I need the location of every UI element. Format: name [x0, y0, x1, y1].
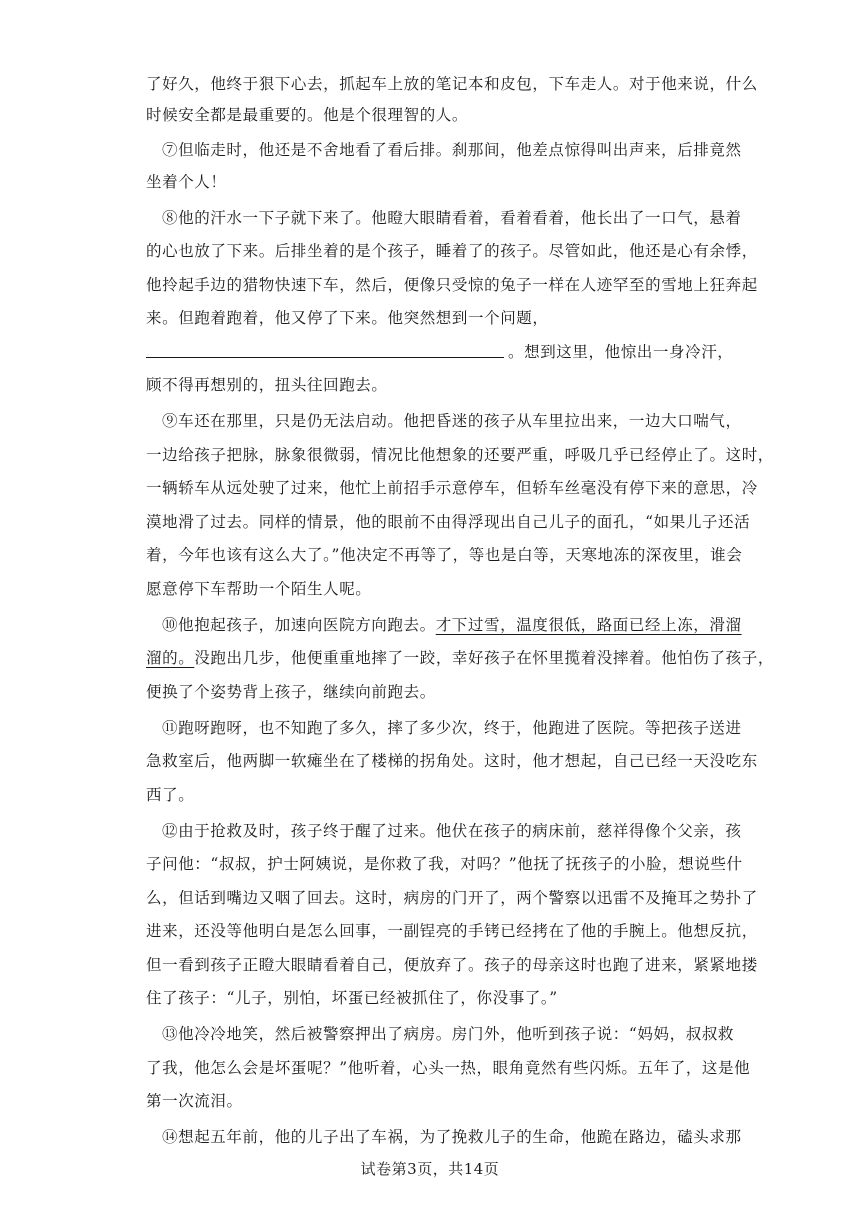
text-line — [146, 647, 774, 669]
underlined-sentence-end: 溜的。 — [146, 649, 195, 667]
page-footer: 试卷第3页，共14页 — [360, 1160, 500, 1178]
text-line: 着，今年也该有这么大了。”他决定不再等了，等也是白等，天寒地冻的深夜里，谁会 — [146, 546, 743, 564]
text-line: 急救室后，他两脚一软瘫坐在了楼梯的拐角处。这时，他才想起，自己已经一天没吃东 — [146, 752, 758, 770]
answer-blank[interactable] — [146, 341, 504, 358]
paragraph-8-start: ⑧他的汗水一下子就下来了。他瞪大眼睛看着，看着看着，他长出了一口气，悬着 — [162, 209, 742, 227]
text-line: 西了。 — [146, 786, 195, 804]
paragraph-12-start: ⑫由于抢救及时，孩子终于醒了过来。他伏在孩子的病床前，慈祥得像个父亲，孩 — [162, 822, 742, 840]
text-segment: 没跑出几步，他便重重地摔了一跤，幸好孩子在怀里揽着没摔着。他怕伤了孩子， — [194, 649, 774, 667]
paragraph-13-start: ⑬他冷冷地笑，然后被警察押出了病房。房门外，他听到孩子说：“妈妈，叔叔救 — [162, 1025, 735, 1043]
text-line: 一辆轿车从远处驶了过来，他忙上前招手示意停车，但轿车丝毫没有停下来的意思，冷 — [146, 479, 758, 497]
text-line: 的心也放了下来。后排坐着的是个孩子，睡着了的孩子。尽管如此，他还是心有余悸， — [146, 242, 758, 260]
text-line: 么，但话到嘴边又咽了回去。这时，病房的门开了，两个警察以迅雷不及掩耳之势扑了 — [146, 889, 758, 907]
text-line: 来。但跑着跑着，他又停了下来。他突然想到一个问题， — [146, 309, 549, 327]
text-line: 第一次流泪。 — [146, 1092, 243, 1110]
paragraph-7-start: ⑦但临走时，他还是不舍地看了看后排。刹那间，他差点惊得叫出声来，后排竟然 — [162, 141, 742, 159]
paragraph-14-start: ⑭想起五年前，他的儿子出了车祸，为了挽救儿子的生命，他跪在路边，磕头求那 — [162, 1128, 742, 1146]
text-after-blank: 。想到这里，他惊出一身冷汗， — [508, 343, 734, 361]
text-line: 顾不得再想别的，扭头往回跑去。 — [146, 376, 388, 394]
paragraph-10-start — [162, 614, 742, 636]
fill-in-blank-line — [146, 341, 734, 363]
paragraph-9-start: ⑨车还在那里，只是仍无法启动。他把昏迷的孩子从车里拉出来，一边大口喘气， — [162, 412, 742, 430]
text-line: 子问他：“叔叔，护士阿姨说，是你救了我，对吗？”他抚了抚孩子的小脸，想说些什 — [146, 855, 743, 873]
text-line: 但一看到孩子正瞪大眼睛看着自己，便放弃了。孩子的母亲这时也跑了进来，紧紧地搂 — [146, 956, 758, 974]
text-line: 愿意停下车帮助一个陌生人呢。 — [146, 580, 372, 598]
text-line: 了我，他怎么会是坏蛋呢？”他听着，心头一热，眼角竟然有些闪烁。五年了，这是他 — [146, 1059, 751, 1077]
text-line: 一边给孩子把脉，脉象很微弱，情况比他想象的还要严重，呼吸几乎已经停止了。这时， — [146, 446, 774, 464]
text-line: 了好久，他终于狠下心去，抓起车上放的笔记本和皮包，下车走人。对于他来说，什么 — [146, 75, 758, 93]
text-line: 坐着个人！ — [146, 173, 227, 191]
text-line: 他拎起手边的猎物快速下车，然后，便像只受惊的兔子一样在人迹罕至的雪地上狂奔起 — [146, 276, 758, 294]
text-line: 住了孩子：“儿子，别怕，坏蛋已经被抓住了，你没事了。” — [146, 989, 558, 1007]
text-line: 时候安全都是最重要的。他是个很理智的人。 — [146, 106, 469, 124]
text-line: 漠地滑了过去。同样的情景，他的眼前不由得浮现出自己儿子的面孔，“如果儿子还活 — [146, 513, 751, 531]
text-segment: ⑩他抱起孩子，加速向医院方向跑去。 — [162, 616, 436, 634]
paragraph-11-start: ⑪跑呀跑呀，也不知跑了多久，摔了多少次，终于，他跑进了医院。等把孩子送进 — [162, 719, 742, 737]
underlined-sentence: 才下过雪，温度很低，路面已经上冻，滑溜 — [435, 616, 742, 634]
text-line: 便换了个姿势背上孩子，继续向前跑去。 — [146, 683, 436, 701]
text-line: 进来，还没等他明白是怎么回事，一副锃亮的手铐已经拷在了他的手腕上。他想反抗， — [146, 922, 758, 940]
